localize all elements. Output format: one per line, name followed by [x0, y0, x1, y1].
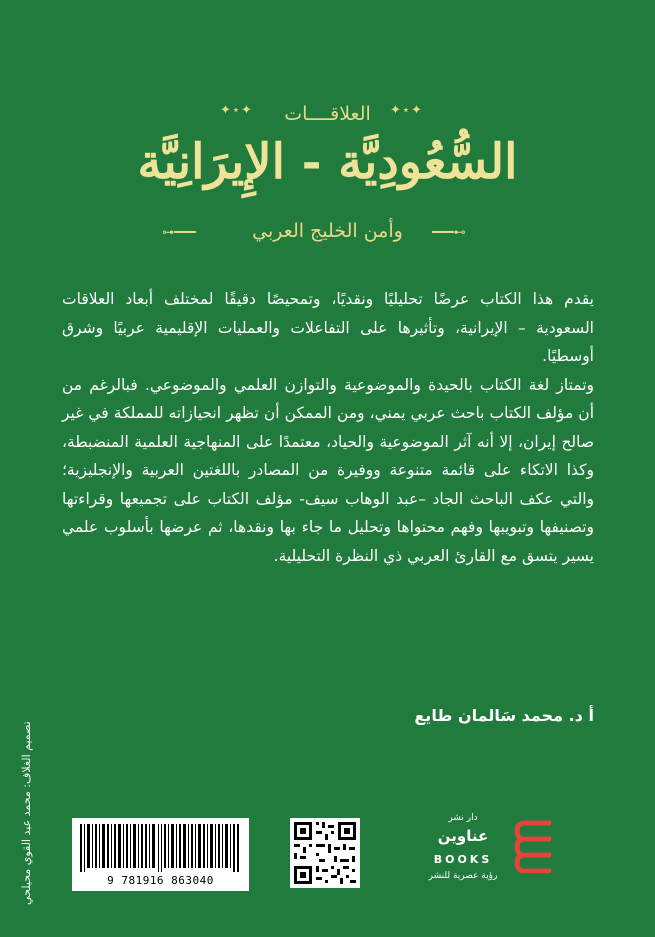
title-top-line: العلاقــــات	[284, 103, 371, 125]
stars-right-ornament: ✦⋆✦	[390, 103, 423, 118]
publisher-books-label: BOOKS	[433, 853, 493, 866]
isbn-number: 9 781916 863040	[107, 874, 214, 887]
publisher-name: عناوين	[437, 827, 489, 845]
book-subtitle: وأمن الخليج العربي	[252, 220, 403, 242]
barcode-icon	[80, 824, 241, 872]
publisher-logo	[415, 813, 555, 898]
qr-code	[290, 818, 360, 888]
book-title: السُّعُودِيَّة - الإِيرَانِيَّة	[137, 134, 518, 190]
publisher-top-label: دار نشر	[448, 813, 478, 823]
flourish-right-icon: ━━━⊷	[432, 225, 466, 239]
isbn-barcode	[72, 818, 249, 891]
stars-left-ornament: ✦⋆✦	[220, 103, 253, 118]
blurb-author: أ د. محمد سَالمان طايع	[414, 706, 594, 725]
blurb	[62, 285, 594, 570]
blurb-paragraph-2: وتمتاز لغة الكتاب بالحيدة والموضوعية والتوازن العلمي والموضوعي. فبالرغم من أن مؤلف الكتاب باحث عربي يمني، ومن الممكن أن تظهر انحيازاته للمملكة في غير صالح إيران، إلا أنه آثر الموضوعية والحياد، معتمدًا على المنهاجية العلمية المنضبطة، وكذا الاتكاء على قائمة متنوعة ووفيرة من المصادر باللغتين العربية والإنجليزية؛ والتي عكف الباحث الجاد –عبد الوهاب سيف- مؤلف الكتاب على تجميعها وقراءتها وتصنيفها وتبويبها وفهم محتواها وتحليل ما جاء بها ونقدها، ثم عرضها بأسلوب علمي يسير يتسق مع القارئ العربي ذي النظرة التحليلية.	[62, 375, 594, 565]
cover-design-credit: تصميم الغلاف: محمد عبد القوي محيلحي	[20, 721, 33, 905]
book-stack-icon	[513, 817, 553, 873]
flourish-left-icon: ⊶━━━	[162, 225, 196, 239]
blurb-paragraph-1: يقدم هذا الكتاب عرضًا تحليليًا ونقديًا، وتمحيصًا دقيقًا لمختلف أبعاد العلاقات السعودية – الإيرانية، وتأثيرها على التفاعلات والعمليات الإقليمية عربيًا وشرق أوسطيًا.	[62, 290, 594, 365]
publisher-tagline: رؤية عصرية للنشر	[428, 871, 498, 881]
qr-code-icon	[290, 818, 360, 888]
